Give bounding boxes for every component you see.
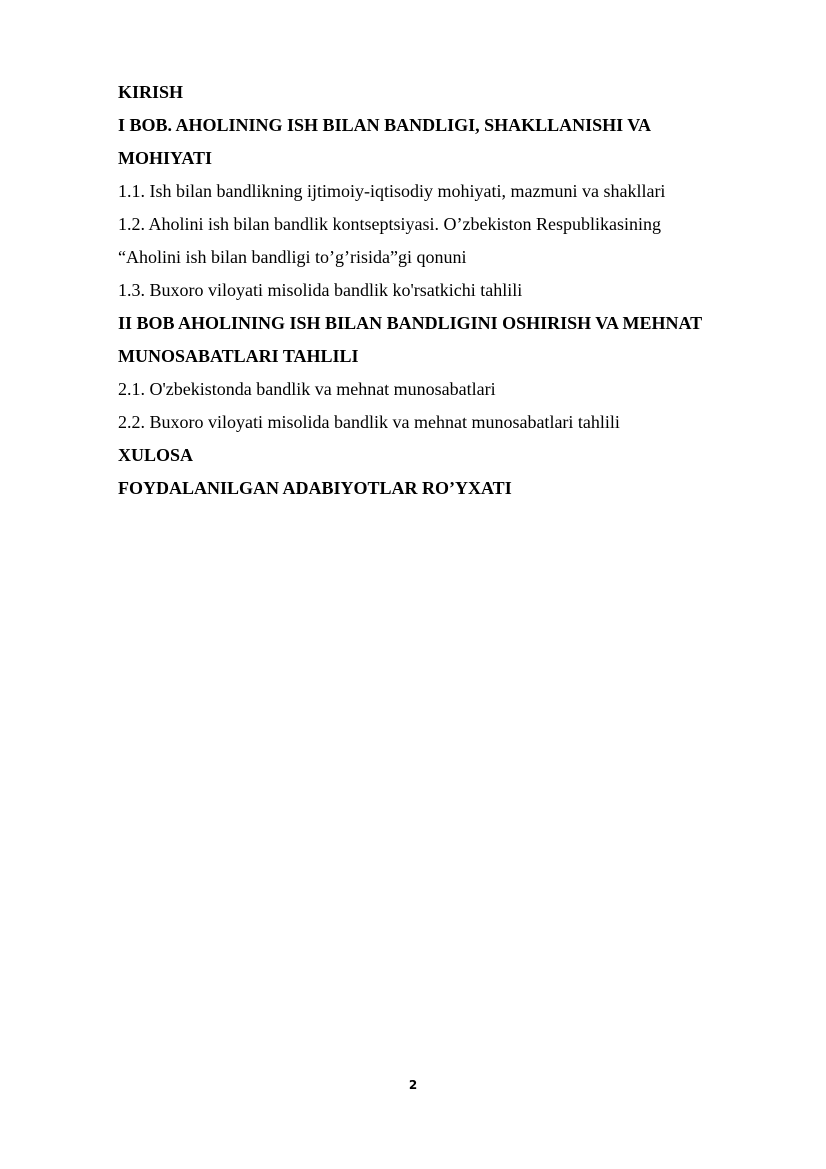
table-of-contents [118,76,768,505]
toc-section-2-2: 2.2. Buxoro viloyati misolida bandlik va mehnat munosabatlari tahlili [118,412,620,432]
toc-conclusion: XULOSA [118,445,194,465]
toc-chapter-2-title-continued: MUNOSABATLARI TAHLILI [118,346,359,366]
toc-introduction: KIRISH [118,82,184,102]
toc-section-2-1: 2.1. O'zbekistonda bandlik va mehnat munosabatlari [118,379,496,399]
toc-chapter-1-title: I BOB. AHOLINING ISH BILAN BANDLIGI, SHAKLLANISHI VA [118,115,651,135]
toc-chapter-2-title: II BOB AHOLINING ISH BILAN BANDLIGINI OSHIRISH VA MEHNAT [118,313,703,333]
toc-section-1-2-continued: “Aholini ish bilan bandligi to’g’risida”gi qonuni [118,247,467,267]
toc-section-1-2: 1.2. Aholini ish bilan bandlik kontseptsiyasi. O’zbekiston Respublikasining [118,214,661,234]
page-number: 2 [408,1078,418,1092]
toc-section-1-3: 1.3. Buxoro viloyati misolida bandlik ko'rsatkichi tahlili [118,280,523,300]
toc-chapter-1-title-continued: MOHIYATI [118,148,213,168]
toc-section-1-1: 1.1. Ish bilan bandlikning ijtimoiy-iqtisodiy mohiyati, mazmuni va shakllari [118,181,666,201]
toc-references: FOYDALANILGAN ADABIYOTLAR RO’YXATI [118,478,512,498]
